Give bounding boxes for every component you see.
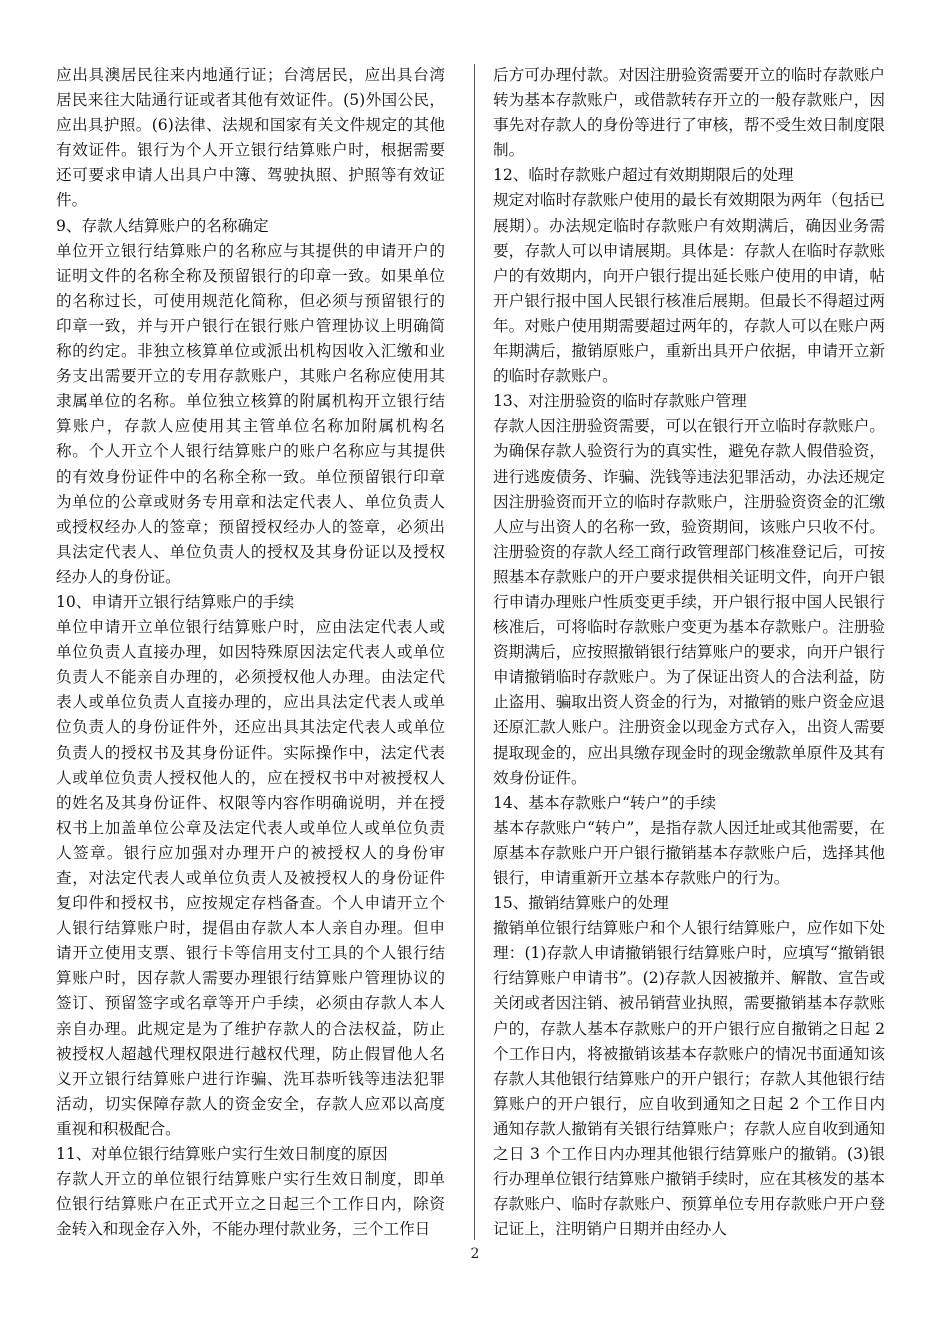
paragraph-account-closing: 撤销单位银行结算账户和个人银行结算账户，应作如下处理：(1)存款人申请撤销银行结算账户时，应填写“撤销银行结算账户申请书”。(2)存款人因被撤并、解散、宣告或关闭或者因注销、被吊销营业执照，需要撤销基本存款账户的，存款人基本存款账户的开户银行应自撤销之日起 2 个工作日内，将被撤销该基本存款账户的情况书面通知该存款人其他银行结算账户的开户银行；存款人其他银行结算账户的开户银行，应自收到通知之日起 2 个工作日内通知存款人撤销有关银行结算账户；存款人应自收到通知之日 3 个工作日内办理其他银行结算账户的撤销。(3)银行办理单位银行结算账户撤销手续时，应在其核发的基本存款账户、临时存款账户、预算单位专用存款账户开户登记证上，注明销户日期并由经办人 — [493, 919, 885, 1239]
section-heading-10: 10、申请开立银行结算账户的手续 — [56, 592, 295, 611]
paragraph-id-documents-continued: 应出具澳居民往来内地通行证；台湾居民，应出具台湾居民来往大陆通行证或者其他有效证件。(5)外国公民，应出具护照。(6)法律、法规和国家有关文件规定的其他有效证件。银行为个人开立银行结算账户时，根据需要还可要求申请人出具户中簿、驾驶执照、护照等有效证件。 — [56, 66, 445, 210]
column-divider — [474, 64, 475, 1240]
paragraph-account-name: 单位开立银行结算账户的名称应与其提供的申请开户的证明文件的名称全称及预留银行的印章一致。如果单位的名称过长，可使用规范化简称，但必须与预留银行的印章一致，并与开户银行在银行账户管理协议上明确简称的约定。非独立核算单位或派出机构因收入汇缴和业务支出需要开立的专用存款账户，其账户名称应使用其隶属单位的名称。单位独立核算的附属机构开立银行结算账户，存款人应使用其主管单位名称加附属机构名称。个人开立个人银行结算账户的账户名称应与其提供的有效身份证件中的名称全称一致。单位预留银行印章为单位的公章或财务专用章和法定代表人、单位负责人或授权经办人的签章；预留授权经办人的签章，必须出具法定代表人、单位负责人的授权及其身份证以及授权经办人的身份证。 — [56, 241, 445, 586]
paragraph-capital-verification-account: 存款人因注册验资需要，可以在银行开立临时存款账户。为确保存款人验资行为的真实性，避免存款人假借验资，进行逃废债务、诈骗、洗钱等违法犯罪活动，办法还规定因注册验资而开立的临时存款账户，注册验资资金的汇缴人应与出资人的名称一致，验资期间，该账户只收不付。注册验资的存款人经工商行政管理部门核准登记后，可按照基本存款账户的开户要求提供相关证明文件，向开户银行申请办理账户性质变更手续，开户银行报中国人民银行核准后，可将临时存款账户变更为基本存款账户。注册验资期满后，应按照撤销银行结算账户的要求，向开户银行申请撤销临时存款账户。为了保证出资人的合法利益，防止盗用、骗取出资人资金的行为，对撤销的账户资金应退还原汇款人账户。注册资金以现金方式存入，出资人需要提取现金的，应出具缴存现金时的现金缴款单原件及其有效身份证件。 — [493, 417, 885, 787]
paragraph-opening-procedures: 单位申请开立单位银行结算账户时，应由法定代表人或单位负责人直接办理，如因特殊原因法定代表人或单位负责人不能亲自办理的，必须授权他人办理。由法定代表人或单位负责人直接办理的，应出具法定代表人或单位负责人的身份证件外，还应出具其法定代表人或单位负责人的授权书及其身份证件。实际操作中，法定代表人或单位负责人授权他人的，应在授权书中对被授权人的姓名及其身份证件、权限等内容作明确说明，并在授权书上加盖单位公章及法定代表人或单位人或单位负责人签章。银行应加强对办理开户的被授权人的身份审查，对法定代表人或单位负责人及被授权人的身份证件复印件和授权书，应按规定存档备查。个人申请开立个人银行结算账户时，提倡由存款人本人亲自办理。但申请开立使用支票、银行卡等信用支付工具的个人银行结算账户时，因存款人需要办理银行结算账户管理协议的签订、预留签字或名章等开户手续，必须由存款人本人亲自办理。此规定是为了维护存款人的合法权益，防止被授权人超越代理权限进行越权代理，防止假冒他人名义开立银行结算账户进行诈骗、洗耳恭听钱等违法犯罪活动，切实保障存款人的资金安全，存款人应邓以高度重视和积极配合。 — [56, 618, 445, 1138]
page-number: 2 — [470, 1246, 480, 1262]
section-heading-14: 14、基本存款账户“转户”的手续 — [493, 793, 716, 812]
right-text-column — [493, 63, 885, 1242]
section-heading-12: 12、临时存款账户超过有效期期限后的处理 — [493, 166, 794, 185]
section-heading-9: 9、存款人结算账户的名称确定 — [56, 216, 269, 235]
paragraph-effective-date-continued: 后方可办理付款。对因注册验资需要开立的临时存款账户转为基本存款账户，或借款转存开立的一般存款账户，因事先对存款人的身份等进行了审核，帮不受生效日制度限制。 — [493, 66, 885, 160]
paragraph-account-transfer: 基本存款账户“转户”，是指存款人因迁址或其他需要，在原基本存款账户开户银行撤销基本存款账户后，选择其他银行，申请重新开立基本存款账户的行为。 — [493, 818, 885, 887]
paragraph-effective-date: 存款人开立的单位银行结算账户实行生效日制度，即单位银行结算账户在正式开立之日起三个工作日内，除资金转入和现金存入外，不能办理付款业务，三个工作日 — [56, 1170, 445, 1239]
section-heading-13: 13、对注册验资的临时存款账户管理 — [493, 392, 747, 411]
section-heading-15: 15、撤销结算账户的处理 — [493, 894, 669, 913]
left-text-column — [56, 63, 445, 1242]
section-heading-11: 11、对单位银行结算账户实行生效日制度的原因 — [56, 1145, 388, 1164]
paragraph-temporary-account-expiry: 规定对临时存款账户使用的最长有效期限为两年（包括已展期）。办法规定临时存款账户有效期满后，确因业务需要，存款人可以申请展期。具体是：存款人在临时存款账户的有效期内，向开户银行提出延长账户使用的申请，帖开户银行报中国人民银行核准后展期。但最长不得超过两年。对账户使用期需要超过两年的，存款人可以在账户两年期满后，撤销原账户，重新出具开户依据，申请开立新的临时存款账户。 — [493, 191, 885, 386]
